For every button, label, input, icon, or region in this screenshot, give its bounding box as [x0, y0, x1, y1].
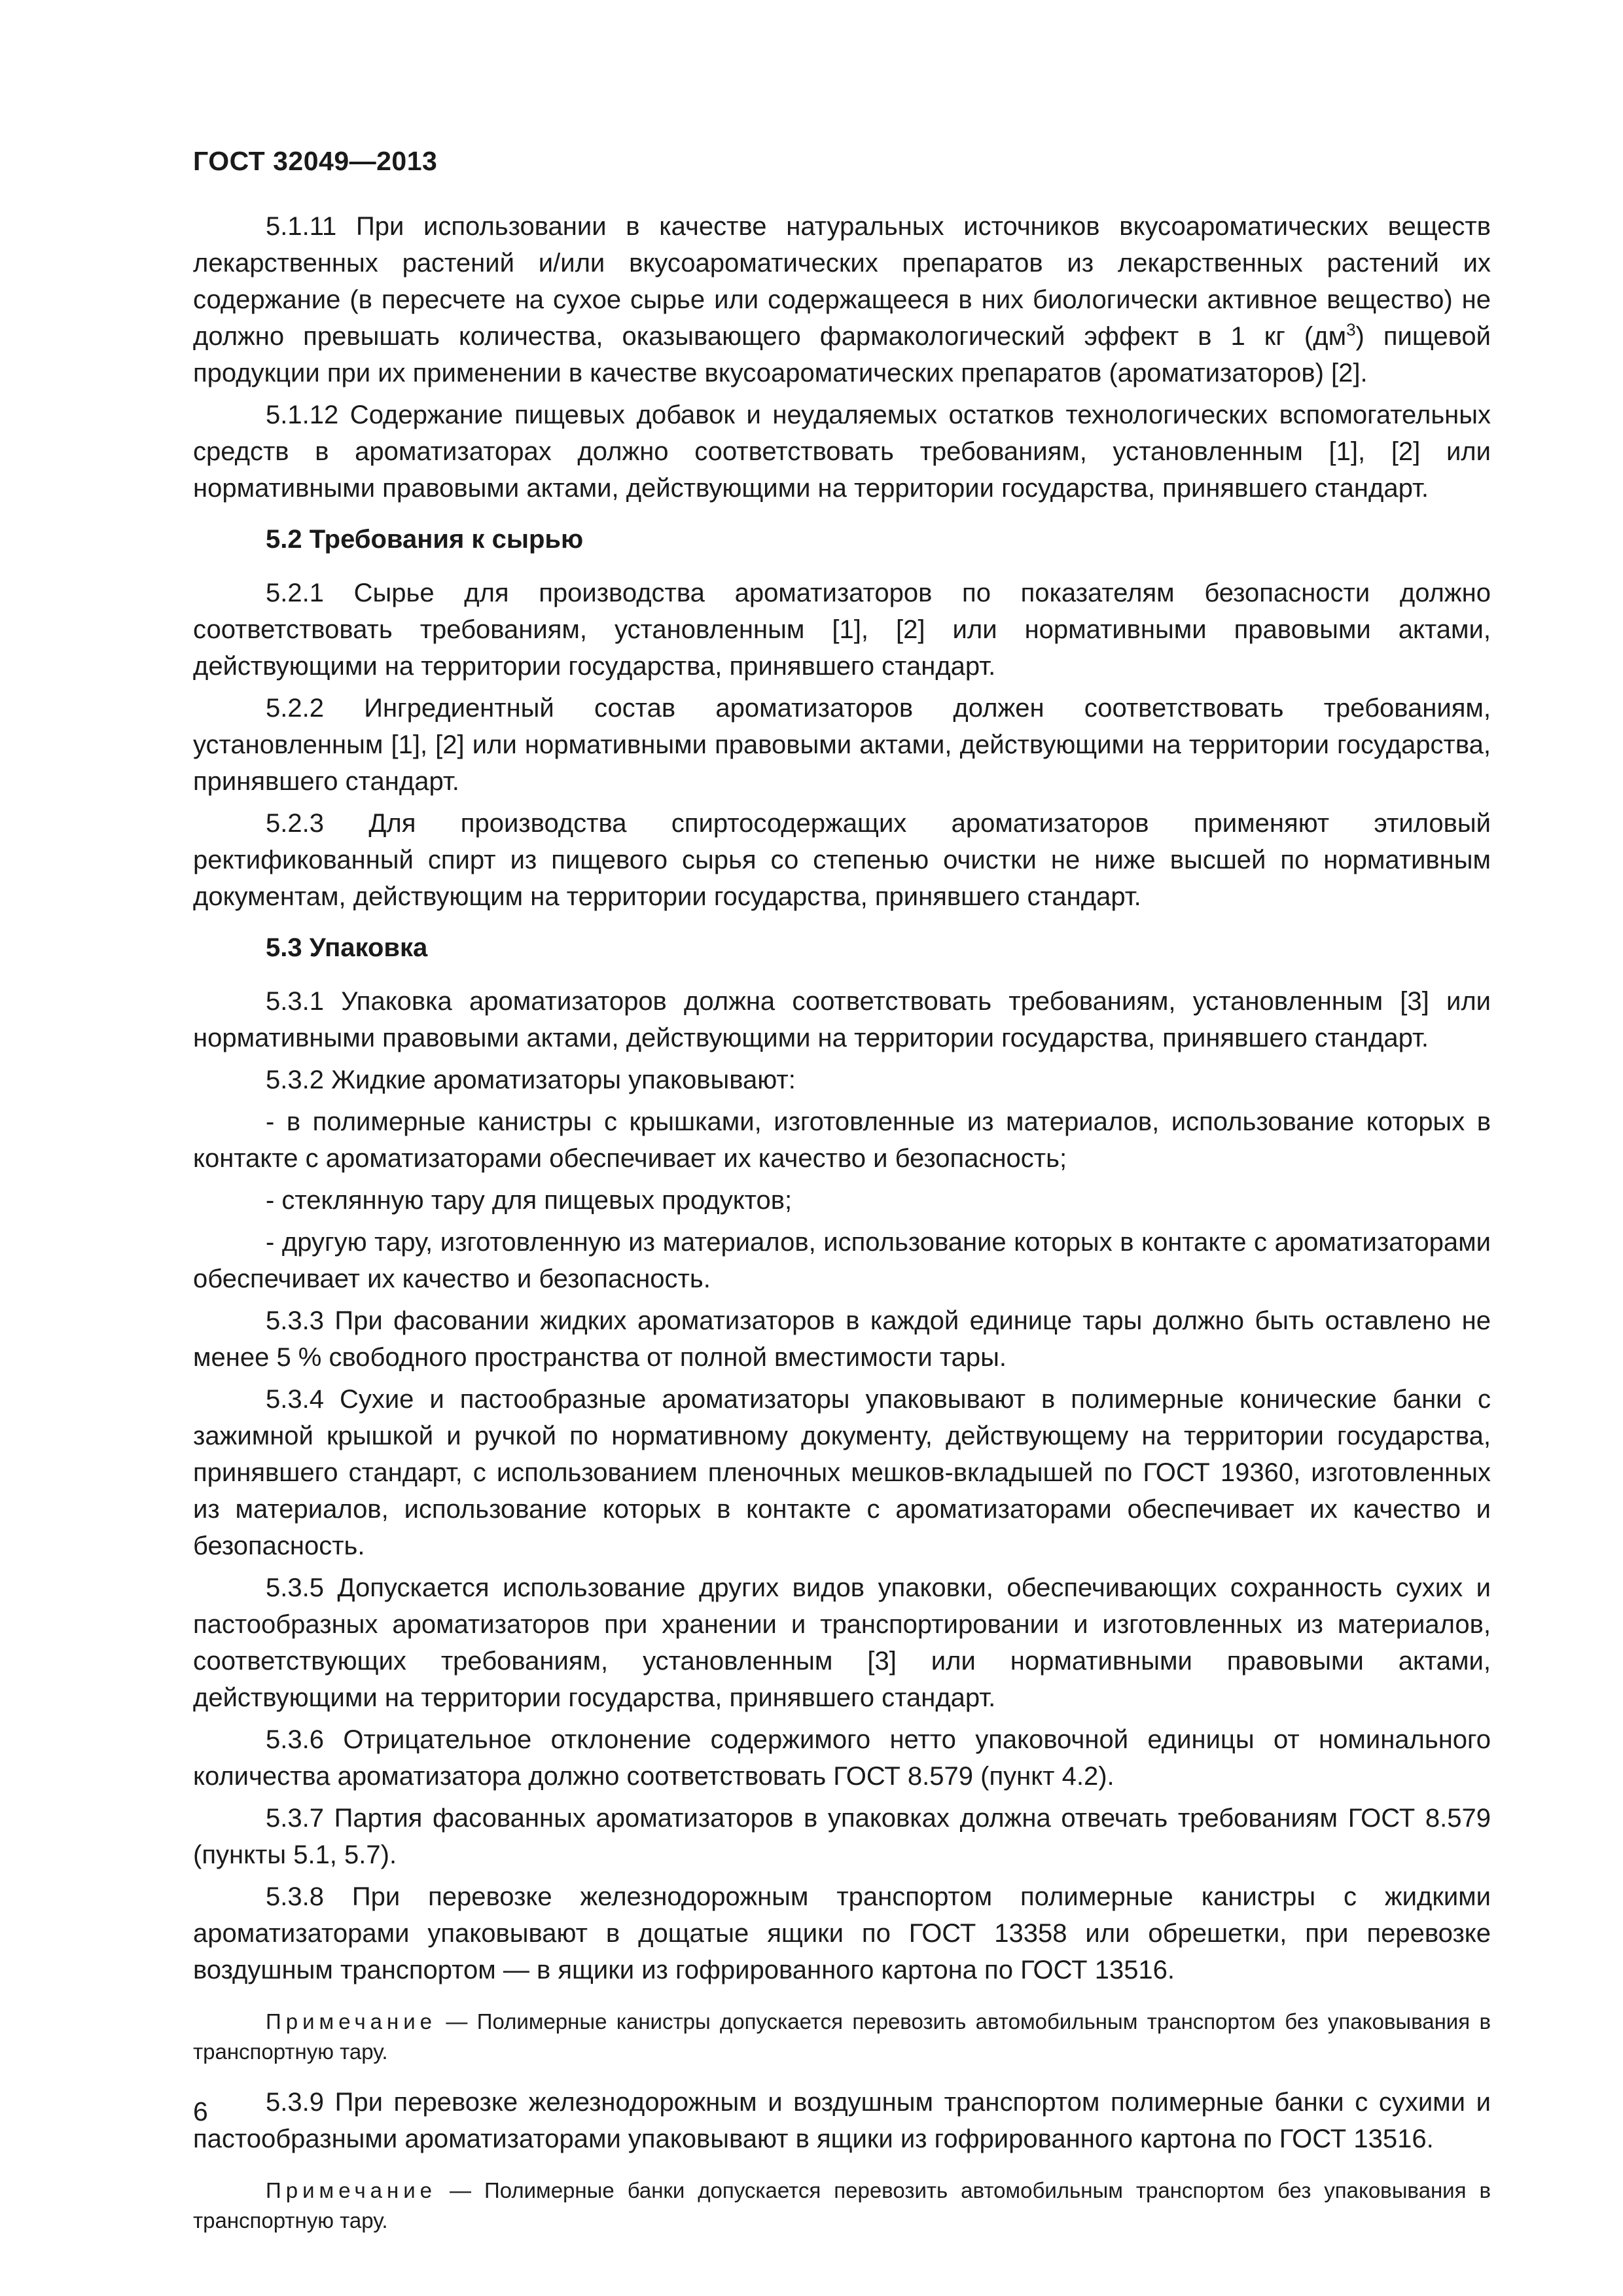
list-item: - другую тару, изготовленную из материалов, использование которых в контакте с ароматизаторами обеспечивает их качество и безопасность.: [193, 1228, 1491, 1293]
paragraph-5-3-6: 5.3.6 Отрицательное отклонение содержимого нетто упаковочной единицы от номинального количества ароматизатора должно соответствовать ГОСТ 8.579 (пункт 4.2).: [193, 1725, 1491, 1791]
page-number: 6: [193, 2096, 208, 2126]
paragraph-5-1-12: 5.1.12 Содержание пищевых добавок и неудаляемых остатков технологических вспомогательных средств в ароматизаторах должно соответствовать требованиям, установленным [1], [2] или нормативными правовыми актами, действующими на территории государства, принявшего стандарт.: [193, 401, 1491, 503]
document-header: ГОСТ 32049—2013: [193, 146, 438, 176]
section-heading-5-2: 5.2 Требования к сырью: [266, 525, 584, 554]
paragraph-5-3-8: 5.3.8 При перевозке железнодорожным транспортом полимерные канистры с жидкими ароматизаторами упаковывают в дощатые ящики по ГОСТ 13358 или обрешетки, при перевозке воздушным транспортом — в ящики из гофрированного картона по ГОСТ 13516.: [193, 1882, 1491, 1984]
paragraph-5-3-9: 5.3.9 При перевозке железнодорожным и воздушным транспортом полимерные банки с сухими и пастообразными ароматизаторами упаковывают в ящики из гофрированного картона по ГОСТ 13516.: [193, 2088, 1491, 2153]
paragraph-5-3-1: 5.3.1 Упаковка ароматизаторов должна соответствовать требованиям, установленным [3] или нормативными правовыми актами, действующими на территории государства, принявшего стандарт.: [193, 987, 1491, 1052]
paragraph-5-3-7: 5.3.7 Партия фасованных ароматизаторов в упаковках должна отвечать требованиям ГОСТ 8.579 (пункты 5.1, 5.7).: [193, 1804, 1491, 1869]
paragraph-5-1-11: 5.1.11 При использовании в качестве натуральных источников вкусоароматических веществ лекарственных растений и/или вкусоароматических препаратов из лекарственных растений их содержание (в пересчете на сухое сырье или содержащееся в них биологически активное вещество) не должно превышать количества, оказывающего фармакологический эффект в 1 кг $(дм^3)$ пищевой продукции при их применении в качестве вкусоароматических препаратов (ароматизаторов) [2].: [193, 212, 1491, 387]
document-body: [193, 208, 1491, 2253]
section-heading-5-3: 5.3 Упаковка: [266, 933, 428, 962]
list-item: - в полимерные канистры с крышками, изготовленные из материалов, использование которых в контакте с ароматизаторами обеспечивает их качество и безопасность;: [193, 1107, 1491, 1173]
note-label: Примечание: [266, 2178, 437, 2202]
superscript: 3: [1346, 319, 1356, 340]
paragraph-5-2-1: 5.2.1 Сырье для производства ароматизаторов по показателям безопасности должно соответствовать требованиям, установленным [1], [2] или нормативными правовыми актами, действующими на территории государства, принявшего стандарт.: [193, 579, 1491, 681]
note-text: — Полимерные банки допускается перевозить автомобильным транспортом без упаковывания в транспортную тару.: [193, 2178, 1491, 2233]
paragraph-5-3-3: 5.3.3 При фасовании жидких ароматизаторов в каждой единице тары должно быть оставлено не менее 5 % свободного пространства от полной вместимости тары.: [193, 1306, 1491, 1372]
note-2: [193, 2176, 1491, 2236]
note-label: Примечание: [266, 2009, 437, 2034]
paragraph-5-3-4: 5.3.4 Сухие и пастообразные ароматизаторы упаковывают в полимерные конические банки с зажимной крышкой и ручкой по нормативному документу, действующему на территории государства, принявшего стандарт, с использованием пленочных мешков-вкладышей по ГОСТ 19360, изготовленных из материалов, использование которых в контакте с ароматизаторами обеспечивает их качество и безопасность.: [193, 1385, 1491, 1560]
paragraph-5-2-3: 5.2.3 Для производства спиртосодержащих ароматизаторов применяют этиловый ректификованный спирт из пищевого сырья со степенью очистки не ниже высшей по нормативным документам, действующим на территории государства, принявшего стандарт.: [193, 809, 1491, 911]
list-item: - стеклянную тару для пищевых продуктов;: [266, 1186, 793, 1215]
note-1: [193, 2007, 1491, 2067]
paragraph-5-2-2: 5.2.2 Ингредиентный состав ароматизаторов должен соответствовать требованиям, установленным [1], [2] или нормативными правовыми актами, действующими на территории государства, принявшего стандарт.: [193, 694, 1491, 796]
paragraph-5-3-2: 5.3.2 Жидкие ароматизаторы упаковывают:: [266, 1066, 796, 1094]
paragraph-5-3-5: 5.3.5 Допускается использование других видов упаковки, обеспечивающих сохранность сухих и пастообразных ароматизаторов при хранении и транспортировании и изготовленных из материалов, соответствующих требованиям, установленным [3] или нормативными правовыми актами, действующими на территории государства, принявшего стандарт.: [193, 1573, 1491, 1712]
note-text: — Полимерные канистры допускается перевозить автомобильным транспортом без упаковывания в транспортную тару.: [193, 2009, 1491, 2064]
